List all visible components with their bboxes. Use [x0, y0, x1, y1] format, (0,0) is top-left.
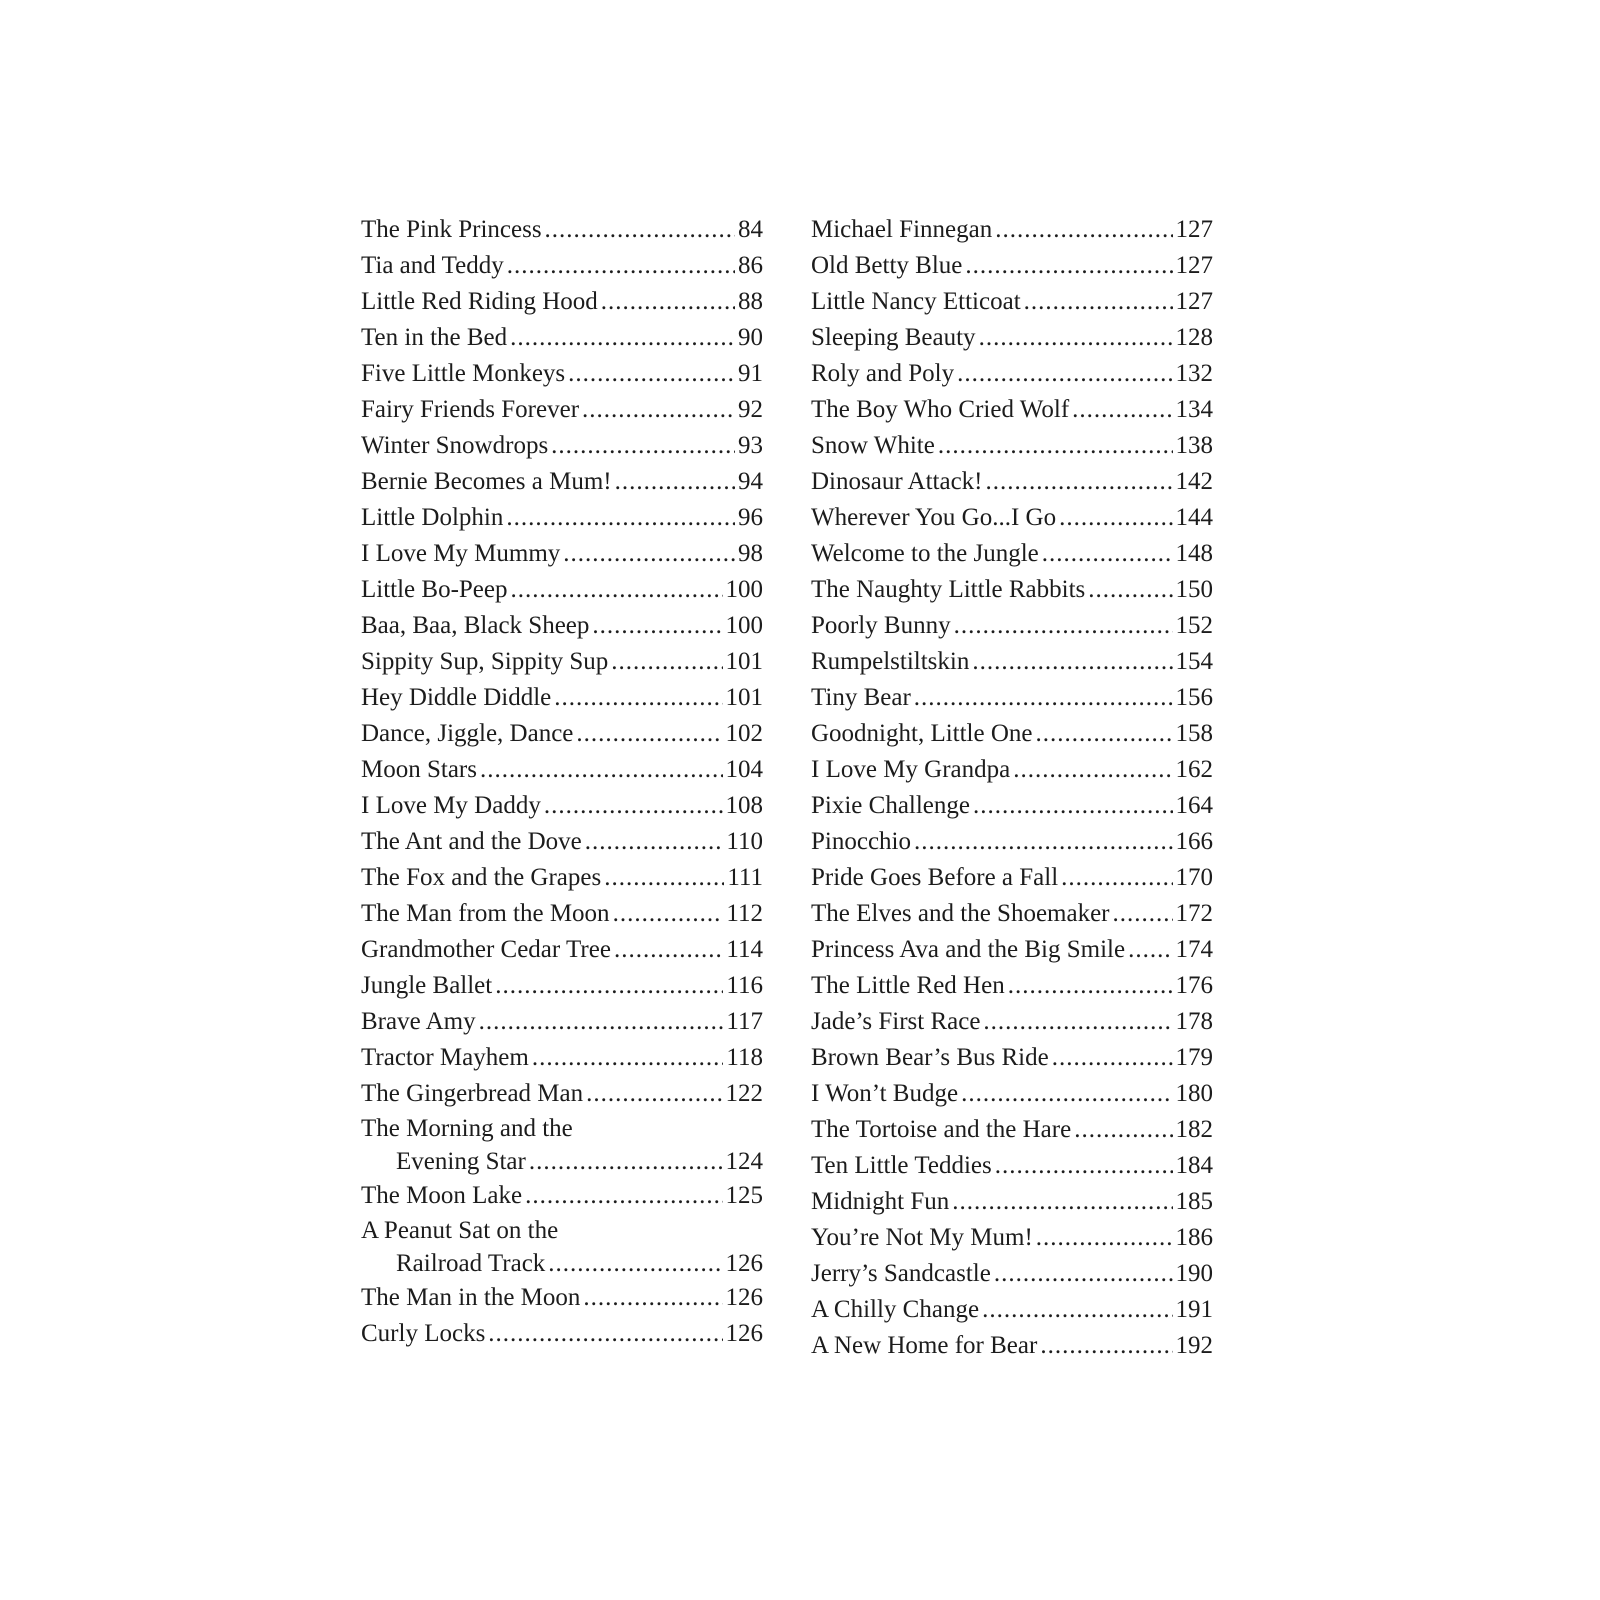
toc-entry — [811, 536, 1213, 572]
toc-entry-title: Little Nancy Etticoat — [811, 288, 1021, 315]
toc-entry-title: Roly and Poly — [811, 360, 955, 387]
dot-leader — [1036, 1220, 1173, 1256]
toc-entry-title: A Chilly Change — [811, 1296, 980, 1323]
toc-entry-page-number: 178 — [1175, 1008, 1213, 1035]
toc-entry-page-number: 110 — [726, 828, 763, 855]
toc-entry-page-number: 164 — [1175, 792, 1213, 819]
toc-entry-title: I Love My Daddy — [361, 792, 541, 819]
toc-entry-page-number: 156 — [1175, 684, 1213, 711]
dot-leader — [1013, 752, 1172, 788]
toc-entry-title: Fairy Friends Forever — [361, 396, 580, 423]
toc-entry — [811, 320, 1213, 356]
dot-leader — [965, 248, 1172, 284]
toc-entry-page-number: 184 — [1175, 1152, 1213, 1179]
toc-entry — [361, 860, 763, 896]
dot-leader — [613, 896, 724, 932]
toc-entry-page-number: 127 — [1175, 252, 1213, 279]
dot-leader — [611, 644, 722, 680]
toc-entry-page-number: 118 — [726, 1044, 763, 1071]
dot-leader — [510, 320, 735, 356]
toc-entry — [361, 1040, 763, 1076]
toc-entry — [811, 248, 1213, 284]
toc-entry-page-number: 125 — [725, 1182, 763, 1209]
dot-leader — [983, 1004, 1172, 1040]
toc-entry-title: Tractor Mayhem — [361, 1044, 529, 1071]
toc-entry-title: I Won’t Budge — [811, 1080, 959, 1107]
toc-entry — [361, 500, 763, 536]
toc-entry — [361, 464, 763, 500]
toc-entry-title: Tia and Teddy — [361, 252, 504, 279]
toc-entry — [361, 1214, 763, 1280]
toc-entry — [361, 1004, 763, 1040]
dot-leader — [592, 608, 722, 644]
toc-entry-page-number: 93 — [738, 432, 763, 459]
toc-entry-page-number: 91 — [738, 360, 763, 387]
toc-entry — [811, 464, 1213, 500]
dot-leader — [1008, 968, 1173, 1004]
toc-entry — [361, 932, 763, 968]
toc-entry-title: The Elves and the Shoemaker — [811, 900, 1110, 927]
toc-entry-line2 — [361, 1247, 763, 1280]
toc-entry — [361, 428, 763, 464]
toc-entry-page-number: 92 — [738, 396, 763, 423]
toc-entry-title: Little Bo-Peep — [361, 576, 508, 603]
toc-entry-page-number: 166 — [1175, 828, 1213, 855]
toc-entry — [361, 680, 763, 716]
toc-entry-page-number: 158 — [1175, 720, 1213, 747]
toc-entry — [361, 572, 763, 608]
toc-entry-page-number: 170 — [1175, 864, 1213, 891]
dot-leader — [544, 788, 723, 824]
toc-entry-title: The Pink Princess — [361, 216, 542, 243]
toc-entry-title: Five Little Monkeys — [361, 360, 566, 387]
toc-entry-title: Bernie Becomes a Mum! — [361, 468, 612, 495]
toc-entry — [811, 1112, 1213, 1148]
dot-leader — [1088, 572, 1172, 608]
toc-entry-page-number: 192 — [1175, 1332, 1213, 1359]
toc-entry-title: Pride Goes Before a Fall — [811, 864, 1059, 891]
toc-entry — [361, 212, 763, 248]
toc-entry-page-number: 154 — [1175, 648, 1213, 675]
toc-entry — [361, 968, 763, 1004]
toc-entry — [811, 1004, 1213, 1040]
toc-entry — [811, 932, 1213, 968]
toc-entry-page-number: 128 — [1175, 324, 1213, 351]
dot-leader — [1042, 536, 1173, 572]
toc-entry-page-number: 148 — [1175, 540, 1213, 567]
dot-leader — [506, 500, 735, 536]
toc-entry-page-number: 88 — [738, 288, 763, 315]
dot-leader — [914, 824, 1173, 860]
toc-entry-title: The Moon Lake — [361, 1182, 523, 1209]
toc-entry — [811, 860, 1213, 896]
dot-leader — [995, 212, 1172, 248]
dot-leader — [1059, 500, 1172, 536]
toc-entry-page-number: 182 — [1175, 1116, 1213, 1143]
toc-entry-page-number: 191 — [1175, 1296, 1213, 1323]
toc-entry — [811, 608, 1213, 644]
dot-leader — [601, 284, 735, 320]
dot-leader — [952, 1184, 1172, 1220]
toc-entry-title: Dinosaur Attack! — [811, 468, 983, 495]
toc-entry — [811, 356, 1213, 392]
toc-entry-title: Wherever You Go...I Go — [811, 504, 1057, 531]
dot-leader — [954, 608, 1173, 644]
dot-leader — [995, 1148, 1173, 1184]
toc-entry — [811, 1184, 1213, 1220]
toc-entry — [361, 788, 763, 824]
dot-leader — [1128, 932, 1172, 968]
toc-entry-page-number: 100 — [725, 576, 763, 603]
toc-entry-page-number: 144 — [1175, 504, 1213, 531]
toc-entry-title: The Man in the Moon — [361, 1284, 581, 1311]
toc-entry-page-number: 101 — [725, 684, 763, 711]
toc-entry — [811, 1220, 1213, 1256]
toc-entry-page-number: 117 — [726, 1008, 763, 1035]
toc-entry — [811, 680, 1213, 716]
toc-entry — [361, 1076, 763, 1112]
toc-entry — [361, 1178, 763, 1214]
toc-entry-page-number: 162 — [1175, 756, 1213, 783]
dot-leader — [1113, 896, 1173, 932]
toc-entry-page-number: 96 — [738, 504, 763, 531]
toc-entry-title: Midnight Fun — [811, 1188, 950, 1215]
dot-leader — [576, 716, 722, 752]
toc-entry-title: Welcome to the Jungle — [811, 540, 1039, 567]
toc-entry-page-number: 84 — [738, 216, 763, 243]
toc-entry-title: Moon Stars — [361, 756, 477, 783]
toc-entry-title: Rumpelstiltskin — [811, 648, 970, 675]
toc-entry-title: Poorly Bunny — [811, 612, 951, 639]
toc-entry — [361, 752, 763, 788]
toc-entry-title: Sippity Sup, Sippity Sup — [361, 648, 609, 675]
toc-entry-title: Snow White — [811, 432, 935, 459]
toc-entry — [811, 1040, 1213, 1076]
toc-entry — [811, 500, 1213, 536]
toc-entry-page-number: 104 — [725, 756, 763, 783]
toc-entry — [811, 1328, 1213, 1364]
toc-entry-title: The Ant and the Dove — [361, 828, 582, 855]
dot-leader — [1024, 284, 1173, 320]
toc-entry-page-number: 126 — [725, 1320, 763, 1347]
dot-leader — [532, 1040, 724, 1076]
toc-entry-title: Hey Diddle Diddle — [361, 684, 552, 711]
toc-entry-title: Tiny Bear — [811, 684, 911, 711]
dot-leader — [973, 788, 1173, 824]
dot-leader — [1072, 392, 1172, 428]
toc-entry-title: A Peanut Sat on the — [361, 1217, 559, 1244]
toc-entry — [361, 284, 763, 320]
toc-entry — [811, 572, 1213, 608]
dot-leader — [568, 356, 735, 392]
toc-entry-page-number: 124 — [725, 1148, 763, 1175]
toc-entry-title: The Fox and the Grapes — [361, 864, 602, 891]
toc-entry-title: Grandmother Cedar Tree — [361, 936, 611, 963]
toc-entry-title: Ten in the Bed — [361, 324, 508, 351]
toc-entry-title: Dance, Jiggle, Dance — [361, 720, 574, 747]
dot-leader — [1040, 1328, 1172, 1364]
toc-entry — [811, 1256, 1213, 1292]
toc-entry-page-number: 185 — [1175, 1188, 1213, 1215]
toc-entry — [361, 896, 763, 932]
dot-leader — [563, 536, 735, 572]
toc-entry — [361, 824, 763, 860]
toc-entry-title: Ten Little Teddies — [811, 1152, 992, 1179]
toc-entry — [361, 536, 763, 572]
toc-entry-page-number: 94 — [738, 468, 763, 495]
toc-entry-page-number: 172 — [1175, 900, 1213, 927]
toc-entry-title: The Morning and the — [361, 1115, 573, 1142]
toc-entry — [361, 1112, 763, 1178]
toc-entry-page-number: 127 — [1175, 288, 1213, 315]
toc-entry-title: Jade’s First Race — [811, 1008, 981, 1035]
toc-entry — [811, 644, 1213, 680]
toc-entry-title: The Gingerbread Man — [361, 1080, 584, 1107]
toc-entry-page-number: 126 — [725, 1250, 763, 1277]
toc-entry — [811, 212, 1213, 248]
toc-entry-line2 — [361, 1145, 763, 1178]
dot-leader — [554, 680, 722, 716]
toc-entry — [361, 1280, 763, 1316]
toc-entry-page-number: 152 — [1175, 612, 1213, 639]
toc-entry-page-number: 138 — [1175, 432, 1213, 459]
toc-entry-title: Brown Bear’s Bus Ride — [811, 1044, 1049, 1071]
dot-leader — [615, 464, 735, 500]
dot-leader — [548, 1247, 722, 1280]
toc-entry-page-number: 102 — [725, 720, 763, 747]
toc-entry-page-number: 86 — [738, 252, 763, 279]
toc-entry — [811, 752, 1213, 788]
toc-entry-title: I Love My Mummy — [361, 540, 561, 567]
dot-leader — [614, 932, 723, 968]
toc-entry — [361, 248, 763, 284]
toc-entry-page-number: 186 — [1175, 1224, 1213, 1251]
toc-entry-title: The Tortoise and the Hare — [811, 1116, 1072, 1143]
dot-leader — [479, 1004, 724, 1040]
toc-entry-title: Brave Amy — [361, 1008, 476, 1035]
toc-entry-title: Baa, Baa, Black Sheep — [361, 612, 590, 639]
toc-entry-page-number: 142 — [1175, 468, 1213, 495]
dot-leader — [529, 1145, 723, 1178]
toc-entry — [811, 1148, 1213, 1184]
dot-leader — [545, 212, 735, 248]
toc-entry — [361, 320, 763, 356]
toc-entry-title: The Naughty Little Rabbits — [811, 576, 1086, 603]
toc-entry-title: Goodnight, Little One — [811, 720, 1033, 747]
dot-leader — [985, 464, 1172, 500]
toc-entry-title: A New Home for Bear — [811, 1332, 1038, 1359]
toc-entry — [811, 896, 1213, 932]
dot-leader — [972, 644, 1172, 680]
dot-leader — [1074, 1112, 1172, 1148]
dot-leader — [582, 392, 735, 428]
dot-leader — [957, 356, 1172, 392]
toc-entry — [361, 1316, 763, 1352]
dot-leader — [586, 1076, 722, 1112]
toc-entry — [811, 788, 1213, 824]
dot-leader — [1036, 716, 1173, 752]
toc-entry-title: Sleeping Beauty — [811, 324, 976, 351]
toc-entry-page-number: 98 — [738, 540, 763, 567]
toc-entry-title: Curly Locks — [361, 1320, 486, 1347]
toc-entry-page-number: 108 — [725, 792, 763, 819]
dot-leader — [982, 1292, 1172, 1328]
toc-entry-page-number: 179 — [1175, 1044, 1213, 1071]
dot-leader — [525, 1178, 722, 1214]
toc-entry-title: Jungle Ballet — [361, 972, 493, 999]
contents-column-right — [811, 212, 1213, 1364]
toc-entry — [361, 644, 763, 680]
toc-entry-title-continued: Evening Star — [396, 1148, 526, 1175]
dot-leader — [585, 824, 724, 860]
toc-entry-page-number: 101 — [725, 648, 763, 675]
toc-entry — [811, 968, 1213, 1004]
toc-entry-title: The Little Red Hen — [811, 972, 1005, 999]
toc-entry — [361, 716, 763, 752]
toc-entry-page-number: 114 — [726, 936, 763, 963]
dot-leader — [495, 968, 723, 1004]
toc-entry — [811, 284, 1213, 320]
toc-entry — [811, 1076, 1213, 1112]
toc-entry-title: Princess Ava and the Big Smile — [811, 936, 1126, 963]
toc-entry-page-number: 122 — [725, 1080, 763, 1107]
toc-entry-title: Jerry’s Sandcastle — [811, 1260, 991, 1287]
toc-entry-page-number: 127 — [1175, 216, 1213, 243]
dot-leader — [1052, 1040, 1173, 1076]
toc-entry-title: Pixie Challenge — [811, 792, 970, 819]
toc-entry-title: I Love My Grandpa — [811, 756, 1011, 783]
dot-leader — [507, 248, 735, 284]
toc-entry-page-number: 100 — [725, 612, 763, 639]
toc-entry-page-number: 176 — [1175, 972, 1213, 999]
dot-leader — [1061, 860, 1172, 896]
dot-leader — [488, 1316, 722, 1352]
dot-leader — [480, 752, 723, 788]
dot-leader — [914, 680, 1173, 716]
toc-entry-page-number: 134 — [1175, 396, 1213, 423]
dot-leader — [604, 860, 724, 896]
dot-leader — [511, 572, 723, 608]
toc-entry-title: Little Dolphin — [361, 504, 504, 531]
toc-entry — [811, 392, 1213, 428]
dot-leader — [994, 1256, 1173, 1292]
toc-entry-title: Little Red Riding Hood — [361, 288, 598, 315]
dot-leader — [979, 320, 1173, 356]
dot-leader — [961, 1076, 1172, 1112]
toc-entry-title: The Man from the Moon — [361, 900, 610, 927]
toc-entry-page-number: 132 — [1175, 360, 1213, 387]
toc-entry-title: Old Betty Blue — [811, 252, 963, 279]
toc-entry-page-number: 174 — [1175, 936, 1213, 963]
toc-entry-title: Pinocchio — [811, 828, 911, 855]
dot-leader — [551, 428, 735, 464]
toc-entry — [811, 428, 1213, 464]
toc-entry-page-number: 116 — [726, 972, 763, 999]
toc-entry-page-number: 112 — [726, 900, 763, 927]
toc-entry-page-number: 126 — [725, 1284, 763, 1311]
toc-entry-page-number: 111 — [727, 864, 763, 891]
toc-entry-title: Winter Snowdrops — [361, 432, 549, 459]
toc-entry-page-number: 90 — [738, 324, 763, 351]
toc-entry-page-number: 150 — [1175, 576, 1213, 603]
toc-entry-title: Michael Finnegan — [811, 216, 993, 243]
toc-entry — [811, 824, 1213, 860]
toc-entry — [361, 356, 763, 392]
contents-column-left — [361, 212, 763, 1352]
toc-entry — [811, 1292, 1213, 1328]
toc-entry-title-continued: Railroad Track — [396, 1250, 546, 1277]
dot-leader — [938, 428, 1173, 464]
toc-entry — [361, 608, 763, 644]
toc-entry-title: The Boy Who Cried Wolf — [811, 396, 1070, 423]
dot-leader — [583, 1280, 722, 1316]
toc-entry-title: You’re Not My Mum! — [811, 1224, 1033, 1251]
toc-entry-page-number: 180 — [1175, 1080, 1213, 1107]
toc-entry — [361, 392, 763, 428]
toc-entry — [811, 716, 1213, 752]
toc-entry-page-number: 190 — [1175, 1260, 1213, 1287]
